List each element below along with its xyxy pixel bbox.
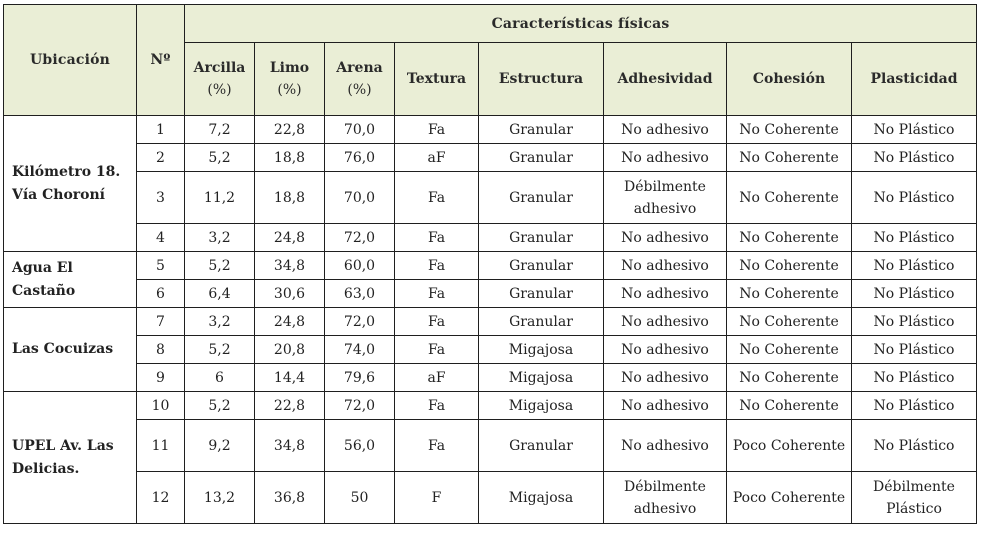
header-textura: Textura [395, 43, 479, 116]
textura-cell: Fa [395, 172, 479, 224]
header-arcilla: Arcilla (%) [185, 43, 255, 116]
adhesividad-cell: No adhesivo [604, 392, 727, 420]
plasticidad-cell: No Plástico [852, 336, 977, 364]
textura-cell: aF [395, 144, 479, 172]
arcilla-cell: 5,2 [185, 392, 255, 420]
plasticidad-cell: No Plástico [852, 420, 977, 472]
arena-cell: 72,0 [325, 224, 395, 252]
location-cell: UPEL Av. Las Delicias. [4, 392, 137, 524]
header-estructura: Estructura [479, 43, 604, 116]
arena-cell: 72,0 [325, 392, 395, 420]
row-number: 3 [137, 172, 185, 224]
header-unit: (%) [207, 82, 232, 98]
adhesividad-cell: No adhesivo [604, 420, 727, 472]
estructura-cell: Migajosa [479, 364, 604, 392]
table-row [4, 308, 977, 336]
header-unit: (%) [277, 82, 302, 98]
limo-cell: 18,8 [255, 144, 325, 172]
cohesion-cell: No Coherente [727, 364, 852, 392]
limo-cell: 20,8 [255, 336, 325, 364]
estructura-cell: Granular [479, 420, 604, 472]
row-number: 4 [137, 224, 185, 252]
plasticidad-cell: No Plástico [852, 144, 977, 172]
arena-cell: 74,0 [325, 336, 395, 364]
cohesion-cell: No Coherente [727, 252, 852, 280]
plasticidad-cell: Débilmente Plástico [852, 472, 977, 524]
adhesividad-cell: No adhesivo [604, 308, 727, 336]
textura-cell: Fa [395, 308, 479, 336]
arena-cell: 56,0 [325, 420, 395, 472]
limo-cell: 24,8 [255, 308, 325, 336]
arena-cell: 70,0 [325, 116, 395, 144]
textura-cell: aF [395, 364, 479, 392]
row-number: 7 [137, 308, 185, 336]
table-row [4, 472, 977, 524]
plasticidad-cell: No Plástico [852, 116, 977, 144]
textura-cell: Fa [395, 280, 479, 308]
estructura-cell: Granular [479, 308, 604, 336]
estructura-cell: Migajosa [479, 392, 604, 420]
plasticidad-cell: No Plástico [852, 308, 977, 336]
adhesividad-cell: No adhesivo [604, 364, 727, 392]
row-number: 12 [137, 472, 185, 524]
limo-cell: 14,4 [255, 364, 325, 392]
arena-cell: 70,0 [325, 172, 395, 224]
header-unit: (%) [347, 82, 372, 98]
estructura-cell: Migajosa [479, 336, 604, 364]
arcilla-cell: 11,2 [185, 172, 255, 224]
estructura-cell: Granular [479, 172, 604, 224]
textura-cell: Fa [395, 252, 479, 280]
arena-cell: 60,0 [325, 252, 395, 280]
limo-cell: 22,8 [255, 392, 325, 420]
arena-cell: 72,0 [325, 308, 395, 336]
plasticidad-cell: No Plástico [852, 252, 977, 280]
row-number: 9 [137, 364, 185, 392]
table-row [4, 420, 977, 472]
row-number: 5 [137, 252, 185, 280]
table-row [4, 364, 977, 392]
limo-cell: 18,8 [255, 172, 325, 224]
arcilla-cell: 3,2 [185, 224, 255, 252]
arcilla-cell: 5,2 [185, 252, 255, 280]
estructura-cell: Granular [479, 280, 604, 308]
estructura-cell: Granular [479, 116, 604, 144]
header-cohesion: Cohesión [727, 43, 852, 116]
header-location: Ubicación [4, 5, 137, 116]
limo-cell: 24,8 [255, 224, 325, 252]
arcilla-cell: 6,4 [185, 280, 255, 308]
table-row [4, 336, 977, 364]
arena-cell: 76,0 [325, 144, 395, 172]
table-row [4, 116, 977, 144]
table-body [4, 116, 977, 524]
location-cell: Agua El Castaño [4, 252, 137, 308]
adhesividad-cell: No adhesivo [604, 336, 727, 364]
cohesion-cell: No Coherente [727, 224, 852, 252]
row-number: 6 [137, 280, 185, 308]
adhesividad-cell: Débilmente adhesivo [604, 472, 727, 524]
textura-cell: Fa [395, 116, 479, 144]
textura-cell: Fa [395, 420, 479, 472]
plasticidad-cell: No Plástico [852, 172, 977, 224]
cohesion-cell: Poco Coherente [727, 472, 852, 524]
adhesividad-cell: No adhesivo [604, 224, 727, 252]
textura-cell: Fa [395, 392, 479, 420]
table-row [4, 252, 977, 280]
plasticidad-cell: No Plástico [852, 224, 977, 252]
limo-cell: 22,8 [255, 116, 325, 144]
estructura-cell: Granular [479, 252, 604, 280]
limo-cell: 30,6 [255, 280, 325, 308]
table-row [4, 224, 977, 252]
cohesion-cell: No Coherente [727, 172, 852, 224]
location-cell: Kilómetro 18. Vía Choroní [4, 116, 137, 252]
row-number: 2 [137, 144, 185, 172]
arena-cell: 63,0 [325, 280, 395, 308]
adhesividad-cell: No adhesivo [604, 144, 727, 172]
cohesion-cell: No Coherente [727, 116, 852, 144]
arcilla-cell: 13,2 [185, 472, 255, 524]
header-arena: Arena (%) [325, 43, 395, 116]
estructura-cell: Granular [479, 144, 604, 172]
row-number: 1 [137, 116, 185, 144]
plasticidad-cell: No Plástico [852, 280, 977, 308]
cohesion-cell: No Coherente [727, 144, 852, 172]
arena-cell: 50 [325, 472, 395, 524]
header-number: Nº [137, 5, 185, 116]
header-physical-characteristics: Características físicas [185, 5, 977, 43]
arena-cell: 79,6 [325, 364, 395, 392]
plasticidad-cell: No Plástico [852, 364, 977, 392]
limo-cell: 36,8 [255, 472, 325, 524]
table-row [4, 392, 977, 420]
limo-cell: 34,8 [255, 420, 325, 472]
arcilla-cell: 3,2 [185, 308, 255, 336]
header-limo: Limo (%) [255, 43, 325, 116]
table-row [4, 280, 977, 308]
row-number: 8 [137, 336, 185, 364]
soil-characteristics-table [3, 4, 977, 524]
plasticidad-cell: No Plástico [852, 392, 977, 420]
textura-cell: Fa [395, 224, 479, 252]
row-number: 10 [137, 392, 185, 420]
cohesion-cell: No Coherente [727, 308, 852, 336]
location-cell: Las Cocuizas [4, 308, 137, 392]
row-number: 11 [137, 420, 185, 472]
cohesion-cell: No Coherente [727, 280, 852, 308]
soil-table-container [3, 4, 976, 524]
cohesion-cell: No Coherente [727, 336, 852, 364]
adhesividad-cell: No adhesivo [604, 116, 727, 144]
cohesion-cell: Poco Coherente [727, 420, 852, 472]
arcilla-cell: 5,2 [185, 336, 255, 364]
estructura-cell: Granular [479, 224, 604, 252]
textura-cell: F [395, 472, 479, 524]
arcilla-cell: 5,2 [185, 144, 255, 172]
textura-cell: Fa [395, 336, 479, 364]
limo-cell: 34,8 [255, 252, 325, 280]
adhesividad-cell: No adhesivo [604, 252, 727, 280]
arcilla-cell: 9,2 [185, 420, 255, 472]
estructura-cell: Migajosa [479, 472, 604, 524]
adhesividad-cell: No adhesivo [604, 280, 727, 308]
header-adhesividad: Adhesividad [604, 43, 727, 116]
table-row [4, 144, 977, 172]
header-plasticidad: Plasticidad [852, 43, 977, 116]
table-row [4, 172, 977, 224]
arcilla-cell: 7,2 [185, 116, 255, 144]
adhesividad-cell: Débilmente adhesivo [604, 172, 727, 224]
cohesion-cell: No Coherente [727, 392, 852, 420]
arcilla-cell: 6 [185, 364, 255, 392]
